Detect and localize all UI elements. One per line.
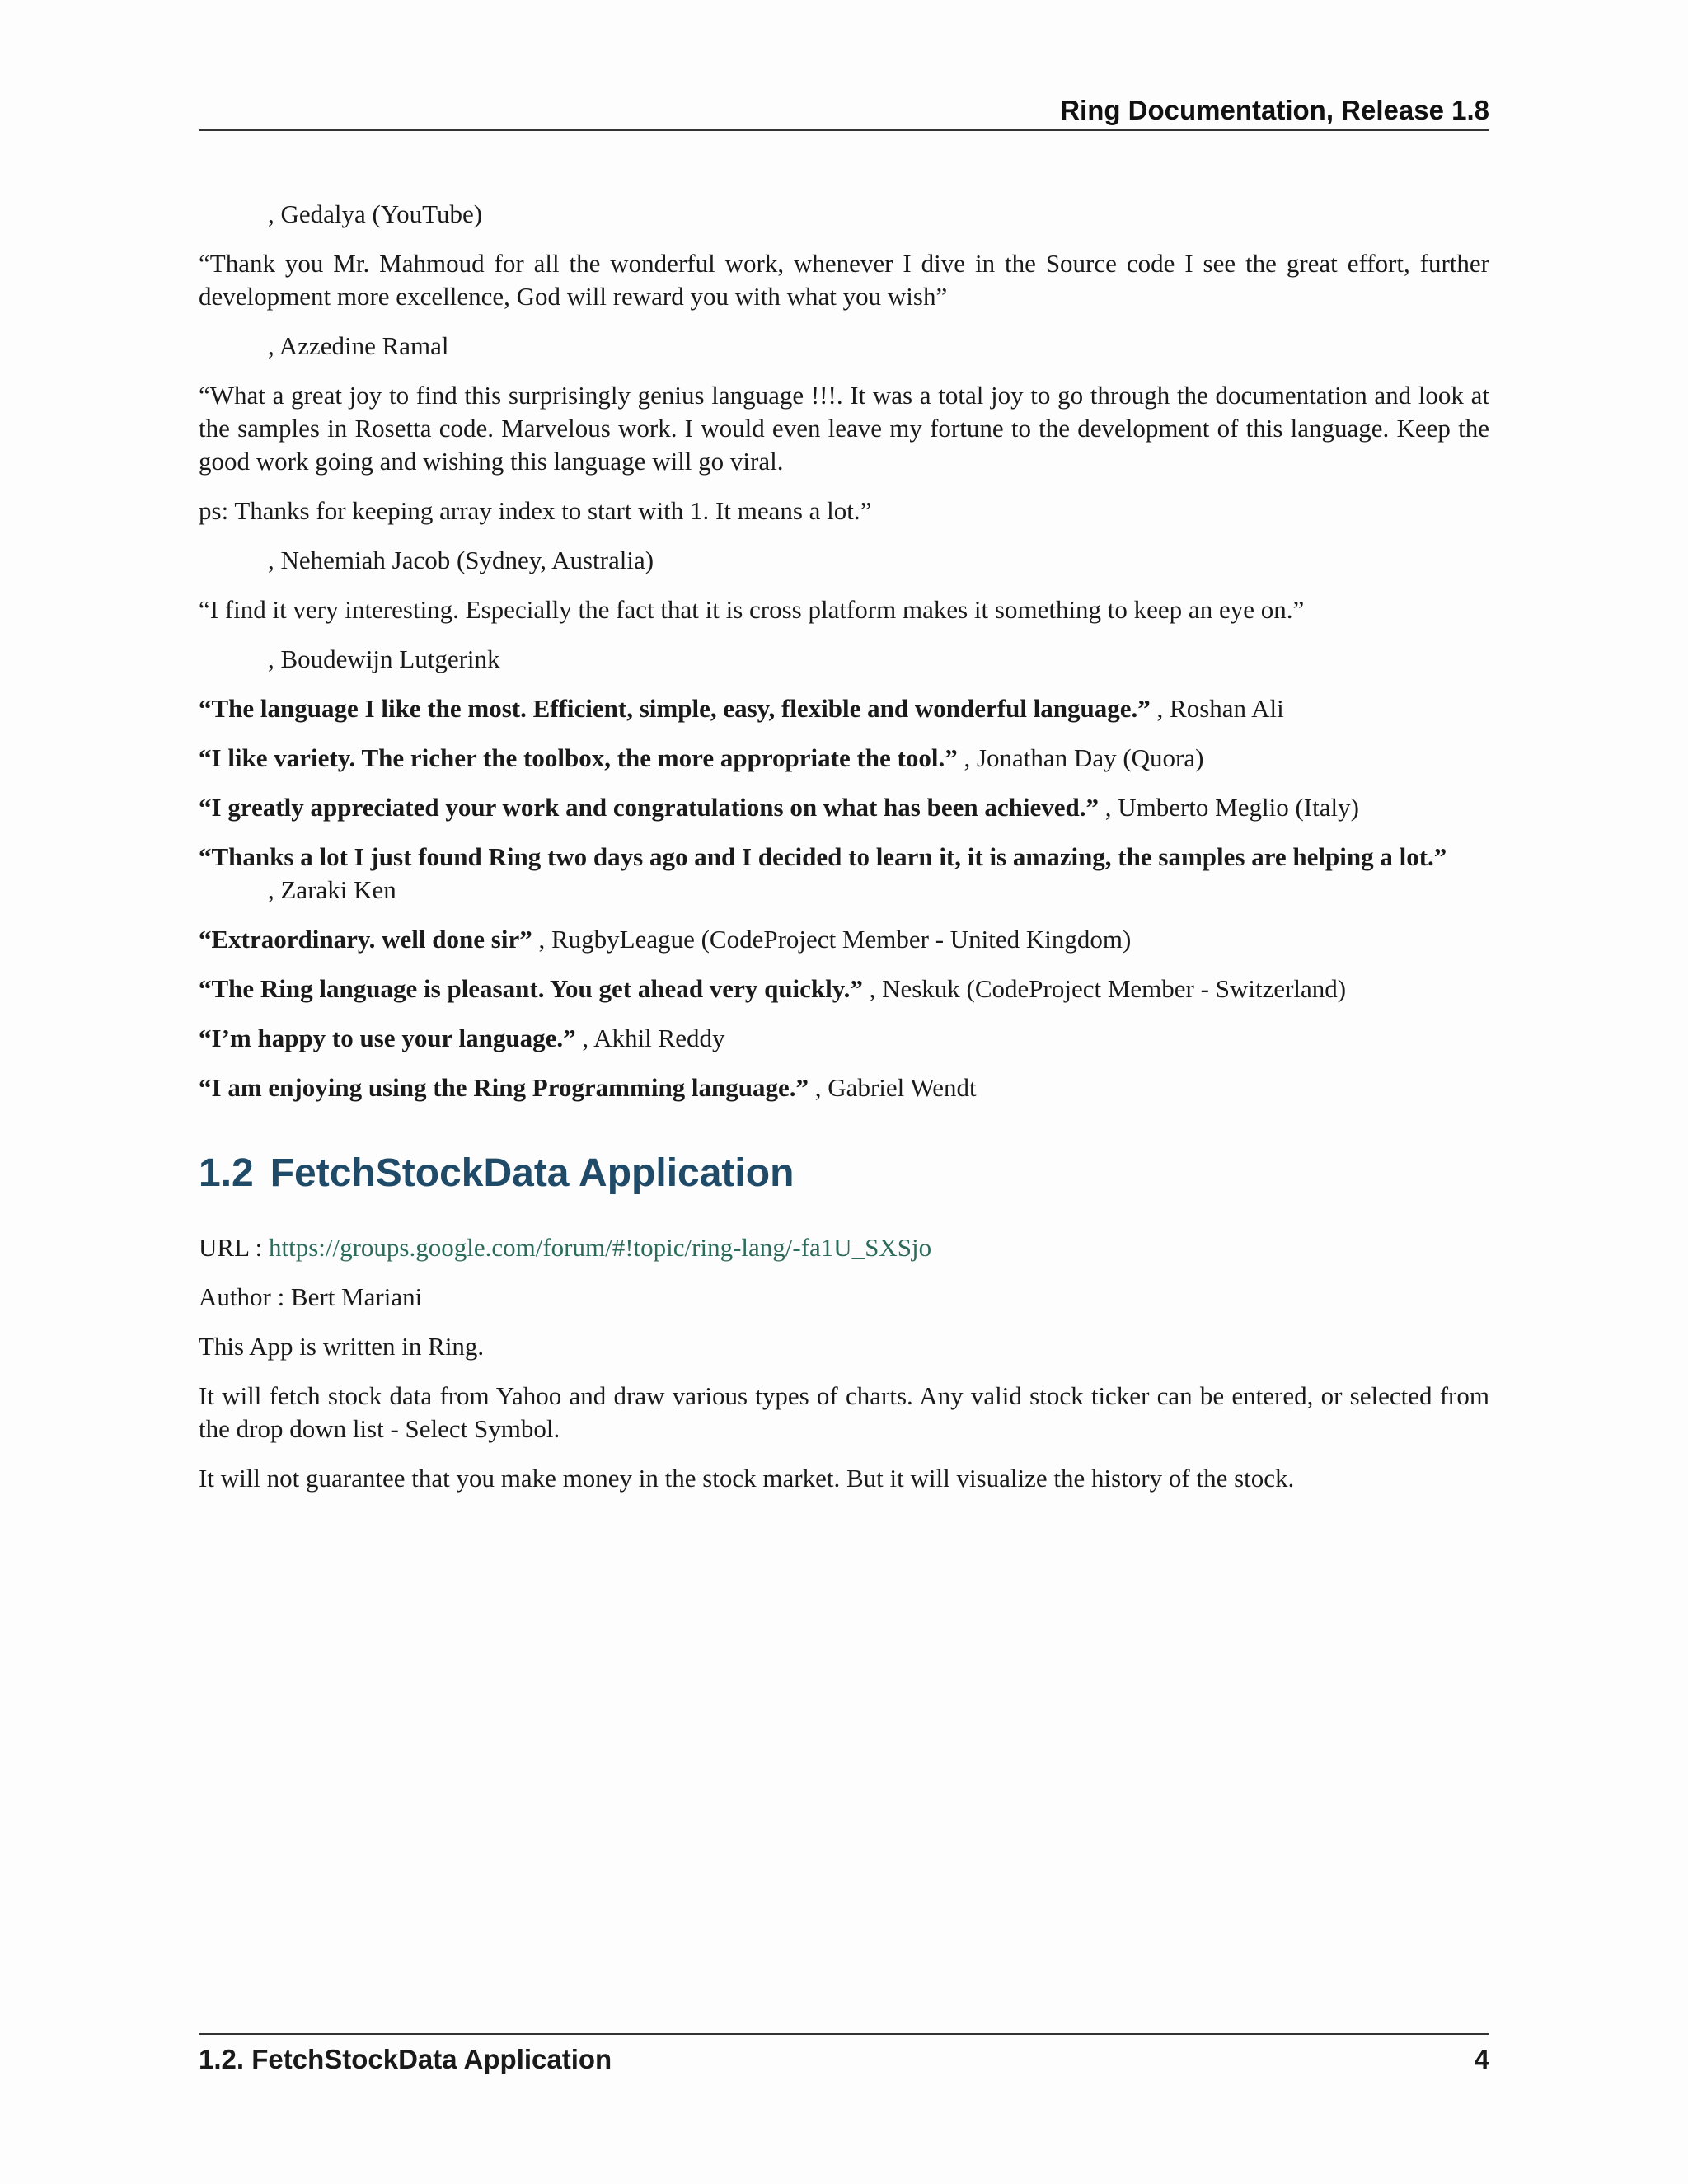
testimonial-line (199, 692, 1489, 725)
attribution: , Nehemiah Jacob (Sydney, Australia) (268, 546, 654, 574)
testimonial-quote: “I greatly appreciated your work and congratulations on what has been achieved.” (199, 793, 1099, 822)
attribution: , Roshan Ali (1150, 694, 1284, 723)
body-paragraph: It will not guarantee that you make money in the stock market. But it will visualize the history of the stock. (199, 1464, 1295, 1493)
attribution: , Neskuk (CodeProject Member - Switzerland) (862, 974, 1347, 1003)
attribution: , Umberto Meglio (Italy) (1098, 793, 1359, 822)
testimonial-quote: “Extraordinary. well done sir” (199, 925, 532, 954)
testimonial-quote: “I find it very interesting. Especially the fact that it is cross platform makes it something to keep an eye on.” (199, 595, 1305, 624)
body-paragraph: It will fetch stock data from Yahoo and draw various types of charts. Any valid stock ticker can be entered, or selected from the drop down list - Select Symbol. (199, 1381, 1489, 1443)
testimonial-line (199, 742, 1489, 775)
section-number: 1.2 (199, 1151, 254, 1195)
author-line: Author : Bert Mariani (199, 1282, 423, 1311)
url-line (199, 1231, 1489, 1264)
attribution: , Akhil Reddy (575, 1024, 725, 1052)
footer-rule (199, 2033, 1489, 2035)
attribution: , Gedalya (YouTube) (268, 199, 483, 228)
running-footer (199, 2041, 1489, 2078)
page-body (199, 198, 1489, 1511)
testimonial-quote: “Thanks a lot I just found Ring two days ago and I decided to learn it, it is amazing, the samples are helping a lot.” (199, 842, 1447, 871)
attribution: , Zaraki Ken (268, 875, 396, 904)
testimonial-line (199, 972, 1489, 1005)
testimonial-quote: “The language I like the most. Efficient, simple, easy, flexible and wonderful language.” (199, 694, 1151, 723)
header-rule (199, 129, 1489, 131)
attribution: , RugbyLeague (CodeProject Member - United Kingdom) (532, 925, 1132, 954)
testimonial-line (199, 791, 1489, 824)
body-paragraph: This App is written in Ring. (199, 1332, 485, 1361)
footer-section: 1.2. FetchStockData Application (199, 2044, 612, 2074)
running-header: Ring Documentation, Release 1.8 (1060, 95, 1489, 125)
attribution: , Gabriel Wendt (809, 1073, 977, 1102)
testimonial-quote: “What a great joy to find this surprisingly genius language !!!. It was a total joy to go through the documentation and look at the samples in Rosetta code. Marvelous work. I would even leave my fortune to the development of this language. Keep the good work going and wishing this language will go viral. (199, 381, 1489, 476)
testimonial-line (199, 1022, 1489, 1055)
attribution: , Jonathan Day (Quora) (957, 743, 1204, 772)
testimonial-quote: “Thank you Mr. Mahmoud for all the wonderful work, whenever I dive in the Source code I see the great effort, further development more excellence, God will reward you with what you wish” (199, 249, 1489, 311)
section-title: FetchStockData Application (270, 1151, 795, 1195)
testimonial-quote: “I like variety. The richer the toolbox, the more appropriate the tool.” (199, 743, 958, 772)
testimonial-line (199, 923, 1489, 956)
attribution: , Azzedine Ramal (268, 331, 449, 360)
forum-link[interactable]: https://groups.google.com/forum/#!topic/ring-lang/-fa1U_SXSjo (268, 1233, 932, 1262)
testimonial-quote: “I’m happy to use your language.” (199, 1024, 576, 1052)
testimonial-line (199, 1071, 1489, 1104)
testimonial-quote: “The Ring language is pleasant. You get ahead very quickly.” (199, 974, 863, 1003)
section-heading (199, 1149, 1489, 1198)
testimonial-quote: “I am enjoying using the Ring Programming language.” (199, 1073, 809, 1102)
testimonial-quote-ps: ps: Thanks for keeping array index to start with 1. It means a lot.” (199, 496, 872, 525)
testimonial-line (199, 841, 1489, 907)
url-label: URL : (199, 1233, 269, 1262)
page-number: 4 (1474, 2044, 1489, 2074)
attribution: , Boudewijn Lutgerink (268, 644, 500, 673)
